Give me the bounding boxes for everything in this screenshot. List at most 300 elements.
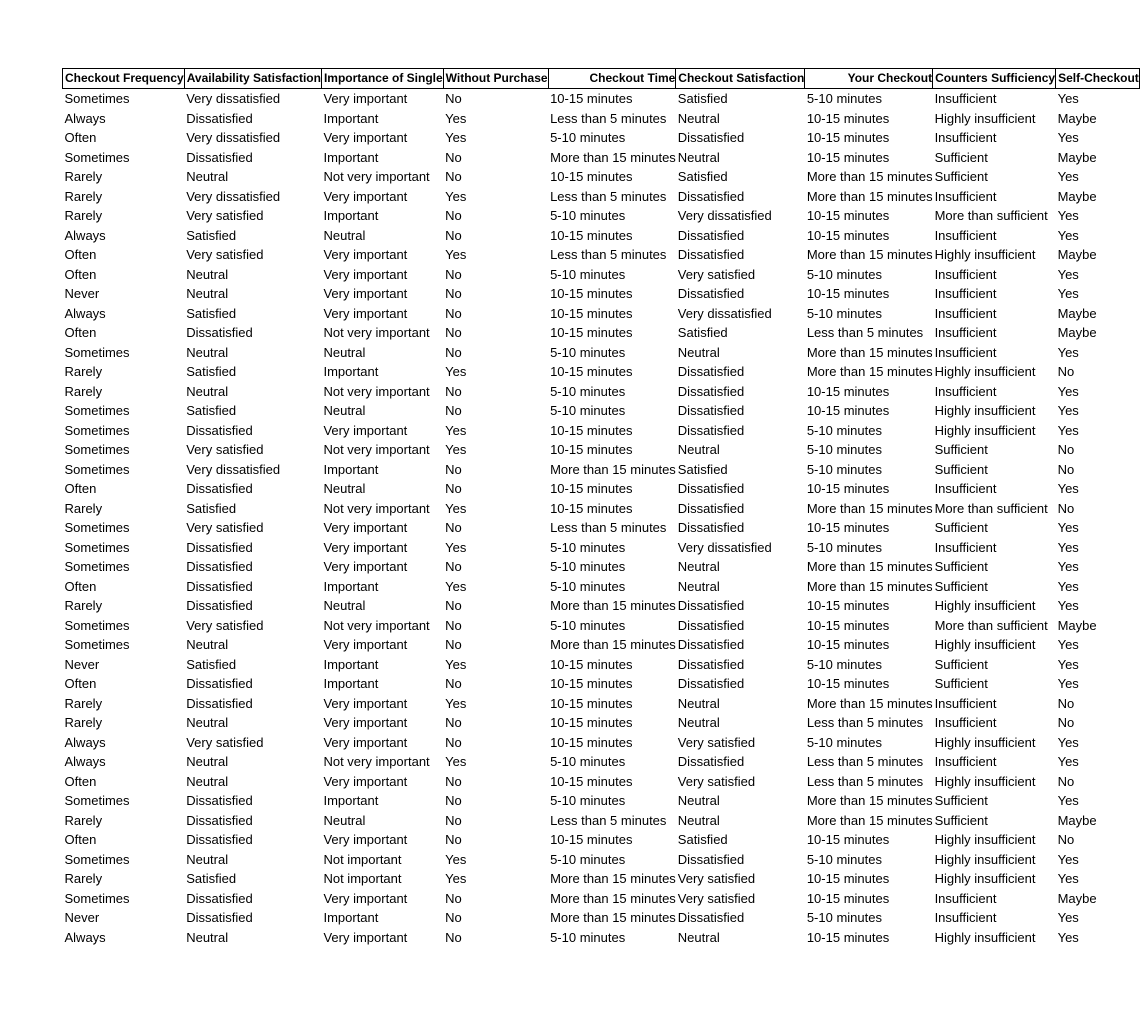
table-cell[interactable]: 5-10 minutes bbox=[806, 442, 882, 457]
table-cell[interactable]: No bbox=[445, 266, 462, 282]
table-cell[interactable]: Very important bbox=[323, 539, 408, 555]
table-cell[interactable]: No bbox=[445, 773, 462, 789]
table-cell[interactable]: Very important bbox=[323, 890, 408, 906]
table-cell[interactable]: Yes bbox=[445, 578, 467, 594]
table-cell[interactable]: No bbox=[445, 598, 462, 613]
table-cell[interactable]: Very important bbox=[323, 266, 408, 282]
table-cell[interactable]: 5-10 minutes bbox=[550, 851, 626, 867]
table-cell[interactable]: Rarely bbox=[64, 208, 103, 223]
table-cell[interactable]: No bbox=[1057, 500, 1075, 516]
table-cell[interactable]: Yes bbox=[1057, 227, 1079, 243]
table-cell[interactable]: 10-15 minutes bbox=[806, 149, 890, 165]
table-cell[interactable]: 10-15 minutes bbox=[550, 676, 633, 691]
table-cell[interactable]: 10-15 minutes bbox=[806, 383, 890, 399]
table-cell[interactable]: Yes bbox=[1057, 130, 1079, 145]
table-cell[interactable]: Dissatisfied bbox=[677, 910, 745, 925]
table-cell[interactable]: 5-10 minutes bbox=[806, 266, 882, 282]
table-cell[interactable]: Neutral bbox=[677, 110, 720, 126]
table-cell[interactable]: Less than 5 minutes bbox=[550, 812, 667, 828]
table-cell[interactable]: 5-10 minutes bbox=[550, 383, 626, 399]
table-cell[interactable]: 10-15 minutes bbox=[550, 500, 633, 516]
table-cell[interactable]: More than 15 minutes bbox=[550, 637, 676, 652]
table-cell[interactable]: Very important bbox=[323, 305, 408, 321]
table-cell[interactable]: Maybe bbox=[1057, 188, 1097, 204]
table-cell[interactable]: Highly insufficient bbox=[934, 871, 1036, 886]
table-cell[interactable]: No bbox=[1057, 832, 1075, 847]
table-cell[interactable]: Yes bbox=[445, 754, 467, 769]
table-cell[interactable]: Dissatisfied bbox=[677, 188, 745, 204]
table-cell[interactable]: No bbox=[445, 637, 462, 652]
table-cell[interactable]: Often bbox=[64, 578, 97, 594]
table-cell[interactable]: Often bbox=[64, 481, 97, 496]
table-cell[interactable]: Insufficient bbox=[934, 286, 997, 301]
table-cell[interactable]: No bbox=[445, 325, 462, 340]
table-cell[interactable]: More than 15 minutes bbox=[806, 188, 933, 204]
table-cell[interactable]: Very important bbox=[323, 559, 408, 574]
table-cell[interactable]: No bbox=[445, 520, 462, 535]
table-cell[interactable]: Yes bbox=[1057, 481, 1079, 496]
table-cell[interactable]: 10-15 minutes bbox=[806, 286, 890, 301]
table-cell[interactable]: Sufficient bbox=[934, 461, 988, 477]
table-cell[interactable]: Insufficient bbox=[934, 227, 997, 243]
table-cell[interactable]: No bbox=[1057, 461, 1075, 477]
table-cell[interactable]: Maybe bbox=[1057, 110, 1097, 126]
table-cell[interactable]: Not very important bbox=[323, 325, 430, 340]
table-cell[interactable]: Neutral bbox=[323, 403, 366, 418]
table-cell[interactable]: Always bbox=[64, 110, 106, 126]
table-cell[interactable]: No bbox=[445, 169, 462, 184]
table-cell[interactable]: Rarely bbox=[64, 695, 103, 711]
table-cell[interactable]: No bbox=[445, 676, 462, 691]
table-cell[interactable]: Neutral bbox=[677, 695, 720, 711]
table-cell[interactable]: Yes bbox=[1057, 91, 1079, 106]
table-cell[interactable]: Sometimes bbox=[64, 461, 130, 477]
table-cell[interactable]: Yes bbox=[445, 130, 467, 145]
table-cell[interactable]: Sometimes bbox=[64, 851, 130, 867]
table-cell[interactable]: Very important bbox=[323, 188, 408, 204]
table-cell[interactable]: Sometimes bbox=[64, 149, 130, 165]
table-cell[interactable]: No bbox=[445, 929, 462, 945]
table-cell[interactable]: 5-10 minutes bbox=[806, 656, 882, 672]
table-cell[interactable]: Highly insufficient bbox=[934, 832, 1036, 847]
table-cell[interactable]: Yes bbox=[445, 442, 467, 457]
table-cell[interactable]: Very important bbox=[323, 247, 408, 262]
table-cell[interactable]: Neutral bbox=[186, 637, 229, 652]
table-cell[interactable]: Neutral bbox=[677, 812, 720, 828]
table-cell[interactable]: 5-10 minutes bbox=[550, 539, 626, 555]
table-cell[interactable]: More than 15 minutes bbox=[550, 149, 676, 165]
table-cell[interactable]: More than 15 minutes bbox=[806, 812, 933, 828]
table-cell[interactable]: Yes bbox=[1057, 344, 1079, 360]
table-cell[interactable]: 10-15 minutes bbox=[806, 637, 890, 652]
table-cell[interactable]: More than 15 minutes bbox=[806, 695, 933, 711]
table-cell[interactable]: Satisfied bbox=[677, 461, 728, 477]
table-cell[interactable]: Dissatisfied bbox=[677, 403, 745, 418]
table-cell[interactable]: Always bbox=[64, 929, 106, 945]
table-cell[interactable]: More than 15 minutes bbox=[806, 793, 933, 808]
table-cell[interactable]: Very dissatisfied bbox=[677, 305, 772, 321]
table-cell[interactable]: Neutral bbox=[186, 169, 229, 184]
table-cell[interactable]: Very dissatisfied bbox=[677, 539, 772, 555]
table-cell[interactable]: Yes bbox=[445, 500, 467, 516]
table-cell[interactable]: No bbox=[445, 832, 462, 847]
table-cell[interactable]: 10-15 minutes bbox=[806, 871, 890, 886]
table-cell[interactable]: No bbox=[445, 227, 462, 243]
table-cell[interactable]: 5-10 minutes bbox=[550, 208, 626, 223]
table-cell[interactable]: Sufficient bbox=[934, 149, 988, 165]
table-cell[interactable]: More than 15 minutes bbox=[806, 247, 933, 262]
table-cell[interactable]: Insufficient bbox=[934, 539, 997, 555]
table-cell[interactable]: Very dissatisfied bbox=[677, 208, 772, 223]
table-cell[interactable]: Neutral bbox=[186, 851, 229, 867]
table-cell[interactable]: Yes bbox=[1057, 871, 1079, 886]
table-cell[interactable]: Very important bbox=[323, 520, 408, 535]
table-cell[interactable]: 5-10 minutes bbox=[550, 559, 626, 574]
table-cell[interactable]: 5-10 minutes bbox=[806, 910, 882, 925]
table-cell[interactable]: No bbox=[445, 208, 462, 223]
table-cell[interactable]: Highly insufficient bbox=[934, 110, 1036, 126]
table-cell[interactable]: 5-10 minutes bbox=[550, 617, 626, 633]
table-cell[interactable]: Not important bbox=[323, 851, 402, 867]
table-cell[interactable]: More than 15 minutes bbox=[806, 500, 933, 516]
table-cell[interactable]: Dissatisfied bbox=[677, 130, 745, 145]
table-cell[interactable]: No bbox=[445, 715, 462, 730]
table-cell[interactable]: 10-15 minutes bbox=[806, 481, 890, 496]
table-cell[interactable]: 10-15 minutes bbox=[550, 715, 633, 730]
table-cell[interactable]: Yes bbox=[1057, 520, 1079, 535]
table-cell[interactable]: Insufficient bbox=[934, 188, 997, 204]
table-cell[interactable]: Often bbox=[64, 325, 97, 340]
table-cell[interactable]: 10-15 minutes bbox=[806, 676, 890, 691]
table-cell[interactable]: 5-10 minutes bbox=[550, 266, 626, 282]
table-cell[interactable]: Dissatisfied bbox=[677, 520, 745, 535]
table-cell[interactable]: Very important bbox=[323, 832, 408, 847]
table-cell[interactable]: Not important bbox=[323, 871, 402, 886]
table-cell[interactable]: Highly insufficient bbox=[934, 598, 1036, 613]
table-cell[interactable]: 10-15 minutes bbox=[806, 929, 890, 945]
table-cell[interactable]: Neutral bbox=[677, 149, 720, 165]
table-cell[interactable]: Not very important bbox=[323, 169, 430, 184]
table-cell[interactable]: Satisfied bbox=[186, 871, 237, 886]
table-cell[interactable]: More than 15 minutes bbox=[550, 890, 676, 906]
table-cell[interactable]: No bbox=[445, 793, 462, 808]
table-cell[interactable]: Always bbox=[64, 227, 106, 243]
table-cell[interactable]: Neutral bbox=[677, 715, 720, 730]
table-cell[interactable]: Satisfied bbox=[677, 325, 728, 340]
table-cell[interactable]: Yes bbox=[1057, 422, 1079, 438]
table-cell[interactable]: Yes bbox=[1057, 754, 1079, 769]
table-cell[interactable]: Yes bbox=[445, 422, 467, 438]
table-cell[interactable]: 5-10 minutes bbox=[806, 91, 882, 106]
table-cell[interactable]: 10-15 minutes bbox=[806, 110, 890, 126]
table-cell[interactable]: Satisfied bbox=[186, 656, 237, 672]
table-cell[interactable]: No bbox=[1057, 442, 1075, 457]
table-cell[interactable]: Neutral bbox=[186, 715, 229, 730]
table-cell[interactable]: Dissatisfied bbox=[186, 149, 253, 165]
table-cell[interactable]: Yes bbox=[445, 364, 467, 379]
table-cell[interactable]: Satisfied bbox=[186, 305, 237, 321]
table-cell[interactable]: Very dissatisfied bbox=[186, 461, 281, 477]
table-cell[interactable]: Very satisfied bbox=[186, 734, 264, 750]
table-cell[interactable]: Important bbox=[323, 149, 379, 165]
table-cell[interactable]: Neutral bbox=[186, 383, 229, 399]
table-cell[interactable]: Always bbox=[64, 305, 106, 321]
table-cell[interactable]: Important bbox=[323, 110, 379, 126]
table-cell[interactable]: Dissatisfied bbox=[677, 481, 745, 496]
table-cell[interactable]: Not very important bbox=[323, 754, 430, 769]
table-cell[interactable]: Dissatisfied bbox=[186, 325, 253, 340]
table-cell[interactable]: Yes bbox=[1057, 559, 1079, 574]
table-cell[interactable]: Satisfied bbox=[186, 403, 237, 418]
table-cell[interactable]: Dissatisfied bbox=[186, 110, 253, 126]
table-cell[interactable]: Highly insufficient bbox=[934, 364, 1036, 379]
table-cell[interactable]: Sometimes bbox=[64, 442, 130, 457]
table-cell[interactable]: Very satisfied bbox=[677, 890, 756, 906]
table-cell[interactable]: Satisfied bbox=[186, 227, 237, 243]
table-cell[interactable]: Dissatisfied bbox=[677, 617, 745, 633]
table-cell[interactable]: Yes bbox=[1057, 910, 1079, 925]
table-cell[interactable]: Never bbox=[64, 286, 100, 301]
table-cell[interactable]: Very important bbox=[323, 695, 408, 711]
table-cell[interactable]: More than sufficient bbox=[934, 617, 1048, 633]
table-cell[interactable]: Very satisfied bbox=[186, 442, 264, 457]
table-cell[interactable]: Sometimes bbox=[64, 559, 130, 574]
table-cell[interactable]: Often bbox=[64, 773, 97, 789]
table-cell[interactable]: Yes bbox=[1057, 793, 1079, 808]
table-cell[interactable]: Dissatisfied bbox=[677, 676, 745, 691]
table-cell[interactable]: Often bbox=[64, 676, 97, 691]
table-cell[interactable]: Sometimes bbox=[64, 91, 130, 106]
table-cell[interactable]: Insufficient bbox=[934, 890, 997, 906]
table-cell[interactable]: 5-10 minutes bbox=[550, 578, 626, 594]
table-cell[interactable]: No bbox=[445, 890, 462, 906]
table-cell[interactable]: Neutral bbox=[186, 344, 229, 360]
table-cell[interactable]: No bbox=[445, 461, 462, 477]
table-cell[interactable]: Very important bbox=[323, 637, 408, 652]
table-cell[interactable]: Dissatisfied bbox=[677, 656, 745, 672]
table-cell[interactable]: Maybe bbox=[1057, 617, 1097, 633]
table-cell[interactable]: 10-15 minutes bbox=[806, 617, 890, 633]
table-cell[interactable]: Less than 5 minutes bbox=[550, 520, 667, 535]
table-cell[interactable]: Never bbox=[64, 656, 100, 672]
table-cell[interactable]: Sufficient bbox=[934, 676, 988, 691]
table-cell[interactable]: Very satisfied bbox=[677, 734, 756, 750]
table-cell[interactable]: More than 15 minutes bbox=[550, 598, 676, 613]
table-cell[interactable]: Yes bbox=[445, 188, 467, 204]
table-cell[interactable]: No bbox=[1057, 695, 1075, 711]
table-cell[interactable]: 10-15 minutes bbox=[806, 832, 890, 847]
table-cell[interactable]: Important bbox=[323, 578, 379, 594]
table-cell[interactable]: Neutral bbox=[323, 481, 366, 496]
table-cell[interactable]: No bbox=[445, 91, 462, 106]
table-cell[interactable]: Neutral bbox=[323, 227, 366, 243]
table-cell[interactable]: Sometimes bbox=[64, 793, 130, 808]
table-cell[interactable]: More than 15 minutes bbox=[550, 461, 676, 477]
table-cell[interactable]: 10-15 minutes bbox=[550, 227, 633, 243]
table-cell[interactable]: 5-10 minutes bbox=[806, 539, 882, 555]
table-cell[interactable]: Sufficient bbox=[934, 442, 988, 457]
table-cell[interactable]: Insufficient bbox=[934, 715, 997, 730]
table-cell[interactable]: Rarely bbox=[64, 598, 103, 613]
table-cell[interactable]: Rarely bbox=[64, 188, 103, 204]
table-cell[interactable]: Sufficient bbox=[934, 559, 988, 574]
table-cell[interactable]: 5-10 minutes bbox=[806, 851, 882, 867]
table-cell[interactable]: 10-15 minutes bbox=[550, 832, 633, 847]
table-cell[interactable]: Often bbox=[64, 832, 97, 847]
table-cell[interactable]: Not very important bbox=[323, 617, 430, 633]
table-cell[interactable]: Sometimes bbox=[64, 539, 130, 555]
table-cell[interactable]: Important bbox=[323, 910, 379, 925]
table-cell[interactable]: Dissatisfied bbox=[186, 890, 253, 906]
table-cell[interactable]: Highly insufficient bbox=[934, 734, 1036, 750]
table-cell[interactable]: Rarely bbox=[64, 383, 103, 399]
table-cell[interactable]: Neutral bbox=[323, 344, 366, 360]
table-cell[interactable]: Insufficient bbox=[934, 91, 997, 106]
table-cell[interactable]: 5-10 minutes bbox=[806, 305, 882, 321]
table-cell[interactable]: 10-15 minutes bbox=[550, 481, 633, 496]
table-cell[interactable]: Yes bbox=[1057, 383, 1079, 399]
table-cell[interactable]: No bbox=[445, 617, 462, 633]
table-cell[interactable]: Not very important bbox=[323, 442, 430, 457]
table-cell[interactable]: Very satisfied bbox=[186, 247, 264, 262]
table-cell[interactable]: 10-15 minutes bbox=[550, 91, 633, 106]
table-cell[interactable]: Very satisfied bbox=[186, 520, 264, 535]
table-cell[interactable]: Neutral bbox=[186, 286, 229, 301]
table-cell[interactable]: No bbox=[445, 734, 462, 750]
table-cell[interactable]: Maybe bbox=[1057, 247, 1097, 262]
table-cell[interactable]: More than 15 minutes bbox=[550, 910, 676, 925]
table-cell[interactable]: No bbox=[445, 910, 462, 925]
table-cell[interactable]: Dissatisfied bbox=[186, 832, 253, 847]
table-cell[interactable]: Important bbox=[323, 676, 379, 691]
table-cell[interactable]: 10-15 minutes bbox=[550, 773, 633, 789]
table-cell[interactable]: Not very important bbox=[323, 500, 430, 516]
table-cell[interactable]: Satisfied bbox=[186, 500, 237, 516]
table-cell[interactable]: Yes bbox=[1057, 578, 1079, 594]
table-cell[interactable]: Dissatisfied bbox=[186, 539, 253, 555]
table-cell[interactable]: 10-15 minutes bbox=[806, 890, 890, 906]
table-cell[interactable]: Sufficient bbox=[934, 656, 988, 672]
table-cell[interactable]: 5-10 minutes bbox=[550, 929, 626, 945]
table-cell[interactable]: More than 15 minutes bbox=[550, 871, 676, 886]
table-cell[interactable]: Insufficient bbox=[934, 266, 997, 282]
table-cell[interactable]: 10-15 minutes bbox=[550, 325, 633, 340]
table-cell[interactable]: 10-15 minutes bbox=[550, 305, 633, 321]
table-cell[interactable]: Rarely bbox=[64, 364, 103, 379]
table-cell[interactable]: Maybe bbox=[1057, 149, 1097, 165]
table-cell[interactable]: Yes bbox=[1057, 676, 1079, 691]
table-cell[interactable]: No bbox=[445, 559, 462, 574]
table-cell[interactable]: Yes bbox=[445, 247, 467, 262]
table-cell[interactable]: 5-10 minutes bbox=[806, 461, 882, 477]
table-cell[interactable]: Neutral bbox=[186, 929, 229, 945]
table-cell[interactable]: Satisfied bbox=[677, 832, 728, 847]
table-cell[interactable]: Less than 5 minutes bbox=[806, 715, 924, 730]
table-cell[interactable]: Yes bbox=[445, 851, 467, 867]
table-cell[interactable]: 10-15 minutes bbox=[806, 227, 890, 243]
table-cell[interactable]: Insufficient bbox=[934, 754, 997, 769]
table-cell[interactable]: Sufficient bbox=[934, 169, 988, 184]
table-cell[interactable]: 10-15 minutes bbox=[550, 734, 633, 750]
table-cell[interactable]: Very important bbox=[323, 929, 408, 945]
table-cell[interactable]: 5-10 minutes bbox=[550, 130, 626, 145]
table-cell[interactable]: Yes bbox=[1057, 539, 1079, 555]
table-cell[interactable]: Highly insufficient bbox=[934, 773, 1036, 789]
table-cell[interactable]: Yes bbox=[1057, 403, 1079, 418]
table-cell[interactable]: Less than 5 minutes bbox=[806, 773, 924, 789]
table-cell[interactable]: Neutral bbox=[677, 793, 720, 808]
table-cell[interactable]: 10-15 minutes bbox=[550, 695, 633, 711]
table-cell[interactable]: Insufficient bbox=[934, 910, 997, 925]
table-cell[interactable]: Neutral bbox=[323, 598, 366, 613]
table-cell[interactable]: Dissatisfied bbox=[677, 754, 745, 769]
table-cell[interactable]: Insufficient bbox=[934, 481, 997, 496]
table-cell[interactable]: 10-15 minutes bbox=[550, 656, 633, 672]
table-cell[interactable]: No bbox=[445, 344, 462, 360]
table-cell[interactable]: Very important bbox=[323, 715, 408, 730]
table-cell[interactable]: Dissatisfied bbox=[677, 500, 745, 516]
table-cell[interactable]: 5-10 minutes bbox=[806, 422, 882, 438]
table-cell[interactable]: Dissatisfied bbox=[677, 286, 745, 301]
table-cell[interactable]: Dissatisfied bbox=[677, 364, 745, 379]
table-cell[interactable]: Highly insufficient bbox=[934, 403, 1036, 418]
table-cell[interactable]: Important bbox=[323, 461, 379, 477]
table-cell[interactable]: No bbox=[445, 286, 462, 301]
table-cell[interactable]: No bbox=[1057, 773, 1075, 789]
table-cell[interactable]: Never bbox=[64, 910, 100, 925]
table-cell[interactable]: Very dissatisfied bbox=[186, 91, 281, 106]
table-cell[interactable]: 5-10 minutes bbox=[550, 344, 626, 360]
table-cell[interactable]: Very important bbox=[323, 422, 408, 438]
table-cell[interactable]: Very important bbox=[323, 91, 408, 106]
table-cell[interactable]: More than 15 minutes bbox=[806, 344, 933, 360]
table-cell[interactable]: More than sufficient bbox=[934, 500, 1048, 516]
table-cell[interactable]: Dissatisfied bbox=[186, 578, 253, 594]
table-cell[interactable]: Less than 5 minutes bbox=[550, 247, 667, 262]
table-cell[interactable]: Yes bbox=[1057, 169, 1079, 184]
table-cell[interactable]: Dissatisfied bbox=[677, 247, 745, 262]
table-cell[interactable]: Insufficient bbox=[934, 305, 997, 321]
table-cell[interactable]: No bbox=[445, 149, 462, 165]
table-cell[interactable]: Highly insufficient bbox=[934, 422, 1036, 438]
table-cell[interactable]: Dissatisfied bbox=[186, 695, 253, 711]
table-cell[interactable]: Dissatisfied bbox=[186, 422, 253, 438]
table-cell[interactable]: Satisfied bbox=[186, 364, 237, 379]
table-cell[interactable]: Very satisfied bbox=[677, 773, 756, 789]
table-cell[interactable]: Sometimes bbox=[64, 637, 130, 652]
table-cell[interactable]: Insufficient bbox=[934, 695, 997, 711]
table-cell[interactable]: Highly insufficient bbox=[934, 851, 1036, 867]
table-cell[interactable]: Satisfied bbox=[677, 91, 728, 106]
table-cell[interactable]: Yes bbox=[445, 656, 467, 672]
table-cell[interactable]: Dissatisfied bbox=[677, 383, 745, 399]
table-cell[interactable]: Sufficient bbox=[934, 812, 988, 828]
table-cell[interactable]: Important bbox=[323, 656, 379, 672]
table-cell[interactable]: Sometimes bbox=[64, 520, 130, 535]
table-cell[interactable]: Dissatisfied bbox=[186, 559, 253, 574]
table-cell[interactable]: Yes bbox=[445, 695, 467, 711]
table-cell[interactable]: Very important bbox=[323, 286, 408, 301]
table-cell[interactable]: Important bbox=[323, 793, 379, 808]
table-cell[interactable]: Not very important bbox=[323, 383, 430, 399]
table-cell[interactable]: Important bbox=[323, 208, 379, 223]
table-cell[interactable]: 10-15 minutes bbox=[806, 130, 890, 145]
table-cell[interactable]: Dissatisfied bbox=[186, 676, 253, 691]
table-cell[interactable]: Dissatisfied bbox=[677, 422, 745, 438]
table-cell[interactable]: 10-15 minutes bbox=[806, 598, 890, 613]
table-cell[interactable]: Yes bbox=[1057, 734, 1079, 750]
table-cell[interactable]: Neutral bbox=[186, 266, 229, 282]
